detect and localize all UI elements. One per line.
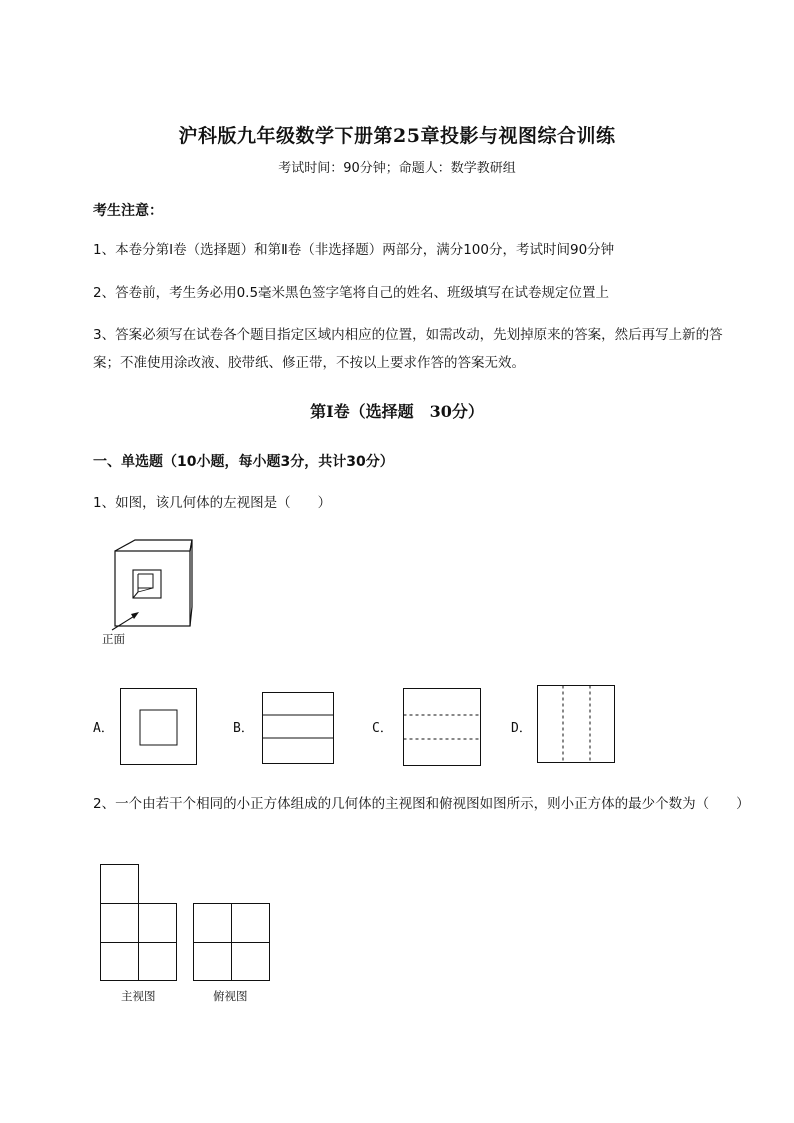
- notice-item-1: 1、本卷分第I卷（选择题）和第Ⅱ卷（非选择题）两部分，满分100分，考试时间90分钟: [93, 242, 615, 258]
- figure-label-front: 正面: [102, 632, 125, 646]
- option-d-label[interactable]: D．: [511, 721, 532, 736]
- top-view-caption: 俯视图: [213, 989, 248, 1003]
- option-a-figure[interactable]: [120, 688, 198, 766]
- question-2-text: 2、一个由若干个相同的小正方体组成的几何体的主视图和俯视图如图所示，则小正方体的最少个数为（ ）: [93, 796, 750, 812]
- option-a-label[interactable]: A．: [93, 721, 114, 736]
- notice-heading: 考生注意：: [93, 203, 163, 219]
- exam-info: 考试时间：90分钟；命题人：数学教研组: [278, 161, 516, 176]
- page-title: 沪科版九年级数学下册第25章投影与视图综合训练: [178, 125, 616, 147]
- part-heading: 一、单选题（10小题，每小题3分，共计30分）: [93, 454, 394, 470]
- option-c-label[interactable]: C．: [372, 721, 393, 736]
- main-view-figure: [100, 864, 180, 984]
- option-b-label[interactable]: B．: [233, 721, 254, 736]
- option-b-figure[interactable]: [262, 692, 335, 765]
- notice-item-3: 3、答案必须写在试卷各个题目指定区域内相应的位置，如需改动，先划掉原来的答案，然后再写上新的答案；不准使用涂改液、胶带纸、修正带，不按以上要求作答的答案无效。: [93, 327, 723, 371]
- main-view-caption: 主视图: [121, 989, 156, 1003]
- question-1-text: 1、如图，该几何体的左视图是（ ）: [93, 495, 332, 511]
- option-d-figure[interactable]: [537, 685, 616, 764]
- notice-item-2: 2、答卷前，考生务必用0.5毫米黑色签字笔将自己的姓名、班级填写在试卷规定位置上: [93, 285, 610, 301]
- option-c-figure[interactable]: [403, 688, 482, 767]
- top-view-figure: [193, 903, 273, 983]
- section-heading: 第I卷（选择题 30分）: [310, 402, 484, 421]
